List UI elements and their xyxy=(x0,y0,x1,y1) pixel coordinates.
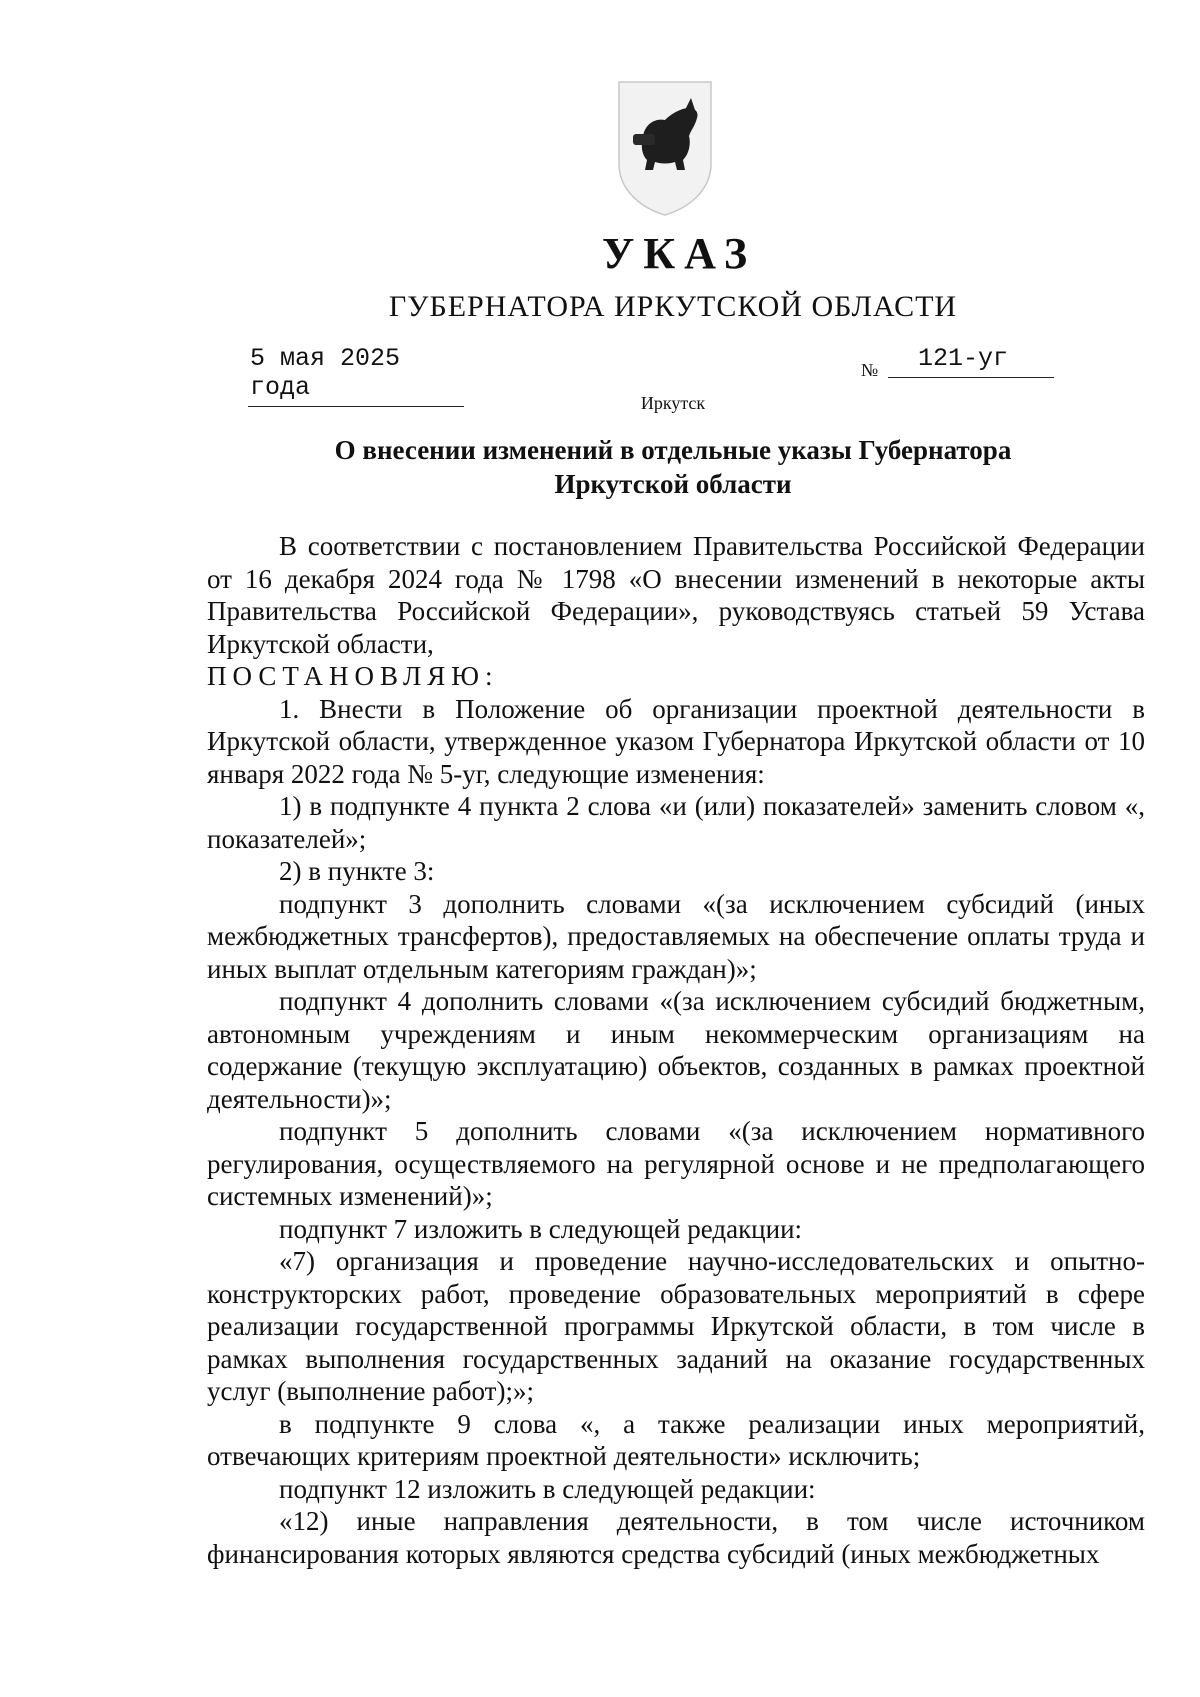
heading-line: О внесении изменений в отдельные указы Губернатора xyxy=(334,435,1012,465)
body-paragraph: «12) иные направления деятельности, в том числе источником финансирования которых являются средства субсидий (иных межбюджетных xyxy=(207,1506,1145,1569)
document-number: 121-уг xyxy=(888,344,1054,378)
body-paragraph: «7) организация и проведение научно-исследовательских и опытно-конструкторских работ, проведение образовательных мероприятий в сфере реализации государственной программы Иркутской области, в том числе в рамках выполнения государственных заданий на оказание государственных услуг (выполнение работ);»; xyxy=(207,1246,1145,1406)
body-paragraph: 1. Внести в Положение об организации проектной деятельности в Иркутской области, утвержденное указом Губернатора Иркутской области от 10 января 2022 года № 5-уг, следующие изменения: xyxy=(207,693,1145,789)
decree-word: ПОСТАНОВЛЯЮ: xyxy=(207,661,499,691)
body-paragraph: подпункт 12 изложить в следующей редакции: xyxy=(279,1473,816,1504)
preamble-paragraph: В соответствии с постановлением Правительства Российской Федерации от 16 декабря 2024 года № 1798 «О внесении изменений в некоторые акты Правительства Российской Федерации», руководствуясь статьей 59 Устава Иркутской области, xyxy=(207,531,1145,659)
document-body xyxy=(207,530,1145,1570)
irkutsk-coat-of-arms-icon xyxy=(615,78,715,218)
body-paragraph: подпункт 4 дополнить словами «(за исключением субсидий бюджетным, автономным учреждениям и иным некоммерческим организациям на содержание (текущую эксплуатацию) объектов, созданных в рамках проектной деятельности)»; xyxy=(207,986,1145,1114)
number-sign: № xyxy=(861,360,879,380)
document-city: Иркутск xyxy=(640,393,706,413)
document-heading xyxy=(300,433,1046,501)
document-subtitle: ГУБЕРНАТОРА ИРКУТСКОЙ ОБЛАСТИ xyxy=(388,290,958,323)
body-paragraph: подпункт 3 дополнить словами «(за исключением субсидий (иных межбюджетных трансфертов), предоставляемых на обеспечение оплаты труда и иных выплат отдельным категориям граждан)»; xyxy=(207,888,1145,984)
body-paragraph: 1) в подпункте 4 пункта 2 слова «и (или) показателей» заменить словом «, показателей»; xyxy=(207,791,1145,854)
body-paragraph: 2) в пункте 3: xyxy=(279,856,435,886)
body-paragraph: подпункт 7 изложить в следующей редакции: xyxy=(279,1213,803,1244)
body-paragraph: в подпункте 9 слова «, а также реализации иных мероприятий, отвечающих критериям проектной деятельности» исключить; xyxy=(207,1408,1145,1471)
body-paragraph: подпункт 5 дополнить словами «(за исключением нормативного регулирования, осуществляемого на регулярной основе и не предполагающего системных изменений)»; xyxy=(207,1116,1145,1211)
document-title: УКАЗ xyxy=(601,229,757,278)
document-date: 5 мая 2025 года xyxy=(248,344,464,407)
heading-line: Иркутской области xyxy=(554,469,792,499)
